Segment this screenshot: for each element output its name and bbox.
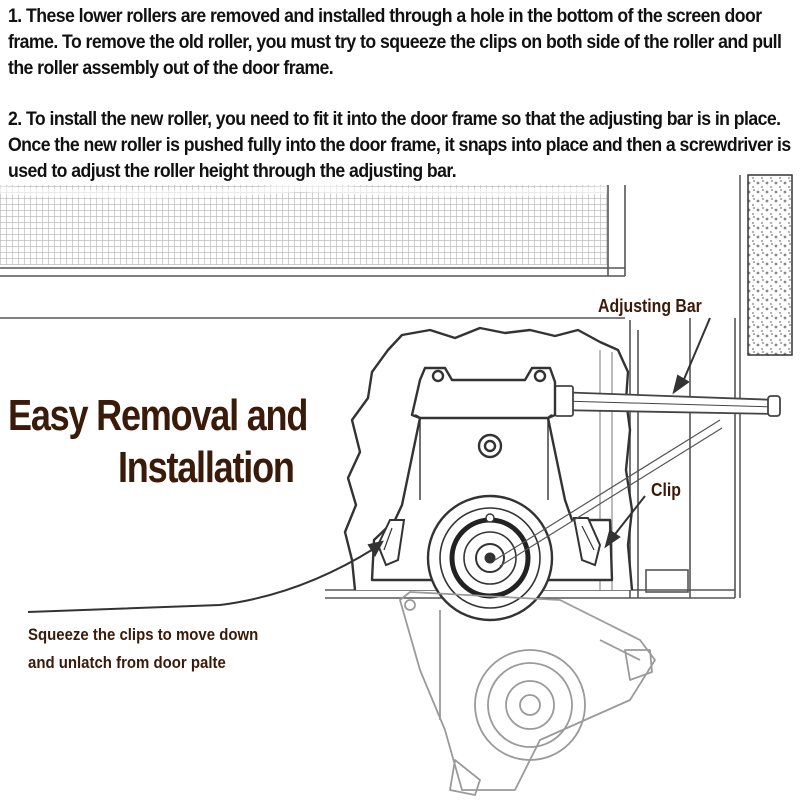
wall-post	[748, 175, 792, 355]
roller-wheel	[428, 496, 552, 620]
headline-line-1: Easy Removal and	[8, 391, 308, 440]
headline-line-2: Installation	[118, 443, 294, 492]
adjusting-bar-label: Adjusting Bar	[598, 296, 702, 316]
squeeze-label-line-1: Squeeze the clips to move down	[28, 625, 259, 644]
squeeze-label-line-2: and unlatch from door palte	[28, 653, 226, 672]
clip-label: Clip	[651, 480, 681, 500]
screen-mesh	[0, 185, 608, 265]
ghost-roller	[400, 592, 655, 795]
instruction-step-1: 1. These lower rollers are removed and installed through a hole in the bottom of the screen door frame. To remove the old roller, you must try to squeeze the clips on both side of the roller and pull the roller assembly out of the door frame.	[8, 6, 782, 79]
instruction-step-2: 2. To install the new roller, you need to fit it into the door frame so that the adjusting bar is in place. Once the new roller is pushed fully into the door frame, it snaps into place and then a screwdriver is used to adjust the roller height through the adjusting bar.	[8, 109, 791, 182]
